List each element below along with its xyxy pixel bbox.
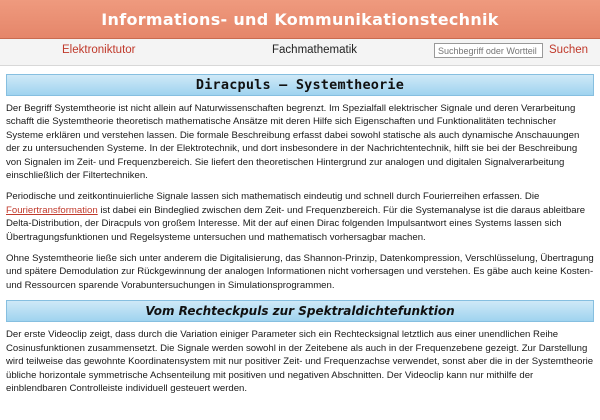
navigation-bar — [0, 39, 600, 66]
section-heading: Vom Rechteckpuls zur Spektraldichtefunktion — [6, 300, 594, 322]
nav-fachmathematik-link[interactable]: Fachmathematik — [272, 44, 358, 56]
site-title: Informations- und Kommunikationstechnik — [101, 9, 499, 29]
paragraph-fourier-text-end: ist dabei ein Bindeglied zwischen dem Zeit- und Frequenzbereich. Für die Systemanalyse ist die daraus ableitbare Delta-Distribution, der Diracpuls von großem Interesse. Mit der auf einen Dirac folgenden Impulsantwort eines Systems lassen sich Übertragungsfunktionen und Regelsysteme untersuchen und mathematisch vorhersagbar machen. — [6, 204, 586, 243]
main-content — [0, 66, 600, 395]
search-input[interactable] — [434, 43, 543, 58]
paragraph-fourier — [6, 190, 594, 244]
paragraph-videoclip: Der erste Videoclip zeigt, dass durch die Variation einiger Parameter sich ein Rechtecksignal letztlich aus einer unendlichen Reihe Cosinusfunktionen zusammensetzt. Die Signale werden sowohl in der Zeitebene als auch in der Frequenzebene gezeigt. Zur Darstellung wird teilweise das gewohnte Koordinatensystem mit nur positiver Zeit- und Frequenzachse verwendet, sonst aber die in der Systemtheorie übliche horizontale symmetrische Achsenteilung mit positiven und negativen Abschnitten. Der Videoclip kann nur mithilfe der einblendbaren Controlleiste individuell gesteuert werden. — [6, 329, 594, 394]
search-button[interactable]: Suchen — [549, 44, 589, 56]
nav-elektroniktutor-link[interactable]: Elektroniktutor — [62, 44, 136, 56]
paragraph-fourier-text-start: Periodische und zeitkontinuierliche Signale lassen sich mathematisch eindeutig und schnell durch Fourierreihen erfassen. Die — [6, 191, 540, 203]
site-header — [0, 0, 600, 39]
fouriertransformation-link[interactable]: Fouriertransformation — [6, 204, 98, 216]
paragraph-intro: Der Begriff Systemtheorie ist nicht allein auf Naturwissenschaften begrenzt. Im Spezialfall elektrischer Signale und deren Verarbeitung schafft die Systemtheorie theoretisch mathematische Ansätze mit deren Hilfe sich Eigenschaften und Funktionalitäten technischer Systeme erklären und verstehen lassen. Die formale Beschreibung erfasst dabei sowohl statische als auch dynamische Anschauungen der zu untersuchenden Systeme. In der Elektrotechnik, und dort insbesondere in der Nachrichtentechnik, hilft sie bei der Beschreibung von Signalen im Zeit- und Frequenzbereich. Sie liefert den theoretischen Hintergrund zur analogen und digitalen Signalverarbeitung einschließlich der Filtertechniken. — [6, 103, 580, 182]
page-heading: Diracpuls – Systemtheorie — [6, 74, 594, 96]
paragraph-digitalisierung: Ohne Systemtheorie ließe sich unter anderem die Digitalisierung, das Shannon-Prinzip, Datenkompression, Verschlüsselung, Übertragung und spätere Demodulation zur Rückgewinnung der analogen Informationen nicht vorhersagen und verstehen. Es gäbe auch keine Kosten- und Ressourcen sparende Vorabuntersuchungen in Simulationsprogrammen. — [6, 253, 594, 291]
